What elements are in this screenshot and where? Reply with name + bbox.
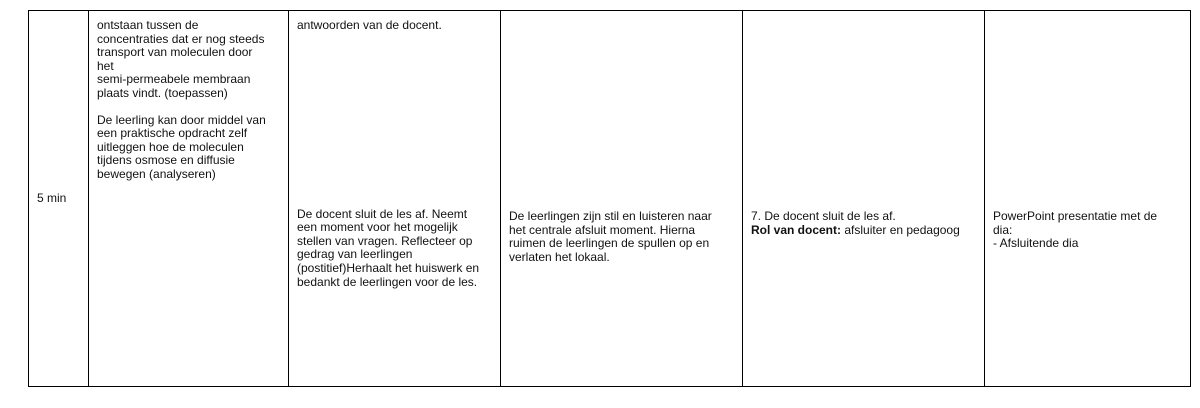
teacher-line: De docent sluit de les af. Neemt bbox=[297, 206, 468, 221]
materials-line: PowerPoint presentatie met de bbox=[993, 209, 1158, 223]
role-step: 7. De docent sluit de les af. bbox=[751, 209, 896, 223]
goals-line: transport van moleculen door bbox=[97, 45, 253, 60]
student-activity-cell bbox=[501, 11, 743, 387]
teacher-line: bedankt de leerlingen voor de les. bbox=[297, 274, 478, 289]
goals-line: ontstaan tussen de bbox=[97, 18, 199, 32]
student-line: het centrale afsluit moment. Hierna bbox=[509, 222, 696, 237]
student-activity-text bbox=[509, 210, 734, 264]
role-cell bbox=[743, 11, 985, 387]
table-row bbox=[29, 11, 1191, 387]
student-line: verlaten het lokaal. bbox=[509, 249, 610, 264]
goals-line: De leerling kan door middel van bbox=[97, 112, 266, 127]
role-value: afsluiter en pedagoog bbox=[841, 222, 960, 237]
goals-line: tijdens osmose en diffusie bbox=[97, 153, 235, 168]
teacher-line: stellen van vragen. Reflecteer op bbox=[297, 233, 473, 248]
time-text: 5 min bbox=[37, 190, 67, 205]
materials-cell bbox=[985, 11, 1191, 387]
goals-cell bbox=[89, 11, 289, 387]
goals-line: bewegen (analyseren) bbox=[97, 166, 216, 181]
role-text bbox=[751, 210, 976, 237]
goals-line: plaats vindt. (toepassen) bbox=[97, 85, 228, 100]
goals-line: uitleggen hoe de moleculen bbox=[97, 139, 244, 154]
goals-line: een praktische opdracht zelf bbox=[97, 126, 248, 141]
role-line bbox=[751, 224, 976, 238]
teacher-line: (postitief)Herhaalt het huiswerk en bbox=[297, 260, 480, 275]
teacher-line: een moment voor het mogelijk bbox=[297, 220, 458, 235]
goals-line: semi-permeabele membraan bbox=[97, 72, 251, 87]
goals-paragraph-2 bbox=[97, 114, 280, 182]
teacher-previous-text: antwoorden van de docent. bbox=[297, 18, 442, 32]
role-label: Rol van docent: bbox=[751, 222, 842, 237]
materials-line: - Afsluitende dia bbox=[993, 236, 1079, 251]
student-line: De leerlingen zijn stil en luisteren naar bbox=[509, 209, 712, 223]
teacher-line: gedrag van leerlingen bbox=[297, 247, 413, 262]
goals-paragraph-1 bbox=[97, 19, 280, 101]
student-line: ruimen de leerlingen de spullen op en bbox=[509, 236, 710, 251]
time-cell bbox=[29, 11, 89, 387]
teacher-activity-cell bbox=[289, 11, 501, 387]
lesson-plan-table bbox=[28, 10, 1191, 387]
goals-line: concentraties dat er nog steeds bbox=[97, 31, 265, 46]
materials-text bbox=[993, 210, 1182, 251]
materials-line: dia: bbox=[993, 222, 1013, 237]
teacher-activity-text bbox=[297, 208, 492, 290]
goals-line: het bbox=[97, 58, 114, 73]
